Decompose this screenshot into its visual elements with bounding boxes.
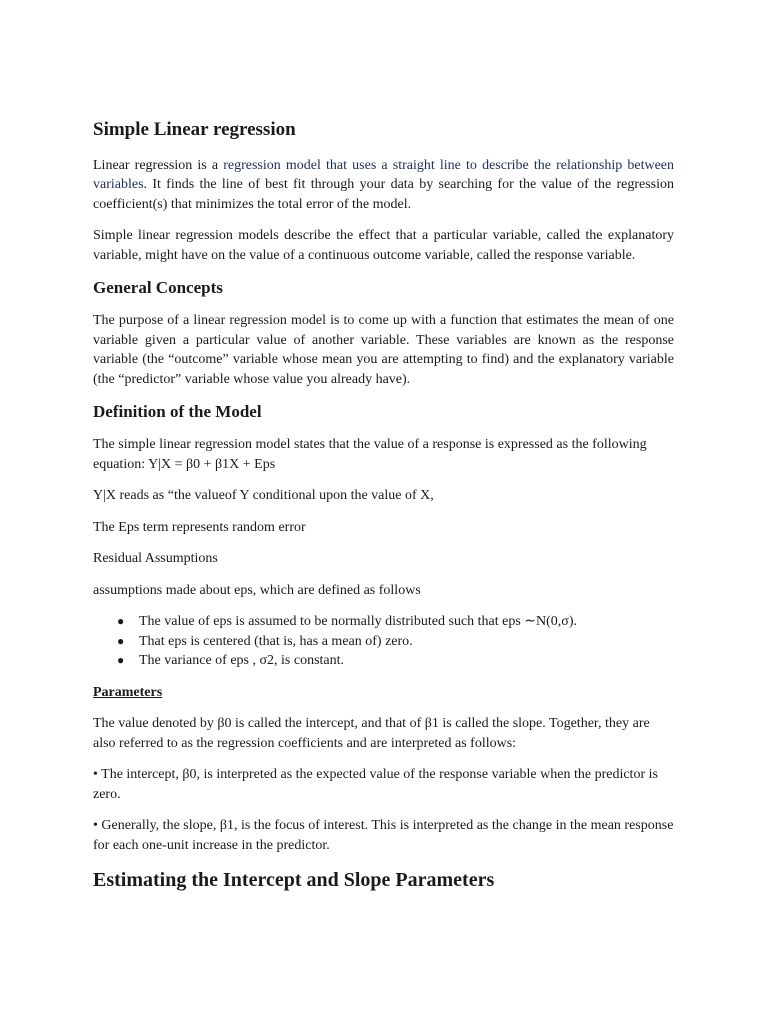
slope-paragraph: • Generally, the slope, β1, is the focus of interest. This is interpreted as the change in the mean response for each one-unit increase in the predictor. — [93, 818, 674, 853]
simple-models-paragraph: Simple linear regression models describe the effect that a particular variable, called the explanatory variable, might have on the value of a continuous outcome variable, called the response variable. — [93, 228, 674, 263]
list-item-text: The variance of eps , σ2, is constant. — [139, 653, 345, 669]
definition-paragraph: The simple linear regression model states that the value of a response is expressed as the following equation: Y|X = β0 + β1X + Eps — [93, 437, 647, 472]
intro-text-end: . It finds the line of best fit through your data by searching for the value of the regression coefficient(s) that minimizes the total error of the model. — [93, 177, 674, 212]
intro-highlight-text: regression model that uses a straight line to describe the relationship between variables — [93, 157, 674, 193]
intercept-paragraph: • The intercept, β0, is interpreted as the expected value of the response variable when the predictor is zero. — [93, 767, 658, 802]
definition-heading: Definition of the Model — [93, 402, 262, 422]
list-item — [117, 632, 674, 652]
bullet-icon: ● — [117, 614, 125, 629]
bullet-icon: ● — [117, 633, 125, 648]
list-item-text: That eps is centered (that is, has a mean of) zero. — [139, 633, 413, 649]
document-title: Simple Linear regression — [93, 119, 296, 140]
parameters-paragraph: The value denoted by β0 is called the intercept, and that of β1 is called the slope. Together, they are also referred to as the regression coefficients and are interpreted as follows: — [93, 716, 650, 751]
parameters-label: Parameters — [93, 684, 163, 700]
estimating-heading: Estimating the Intercept and Slope Parameters — [93, 869, 495, 892]
list-item-text: The value of eps is assumed to be normally distributed such that eps ∼N(0,σ). — [139, 614, 578, 630]
intro-text-start: Linear regression is a — [93, 157, 224, 173]
list-item — [117, 651, 674, 671]
list-item — [117, 612, 674, 632]
general-concepts-heading: General Concepts — [93, 278, 223, 298]
intro-paragraph — [93, 156, 674, 215]
assumptions-intro: assumptions made about eps, which are defined as follows — [93, 582, 421, 598]
residual-assumptions-label: Residual Assumptions — [93, 551, 218, 567]
bullet-icon: ● — [117, 653, 125, 668]
general-concepts-paragraph: The purpose of a linear regression model is to come up with a function that estimates the mean of one variable given a particular value of another variable. These variables are known as the response variable (the “outcome” variable whose mean you are attempting to find) and the explanatory variable (the “predictor” variable whose value you already have). — [93, 313, 674, 387]
eps-term-paragraph: The Eps term represents random error — [93, 519, 306, 535]
reads-as-paragraph: Y|X reads as “the valueof Y conditional upon the value of X, — [93, 488, 434, 504]
assumptions-list — [93, 612, 674, 671]
